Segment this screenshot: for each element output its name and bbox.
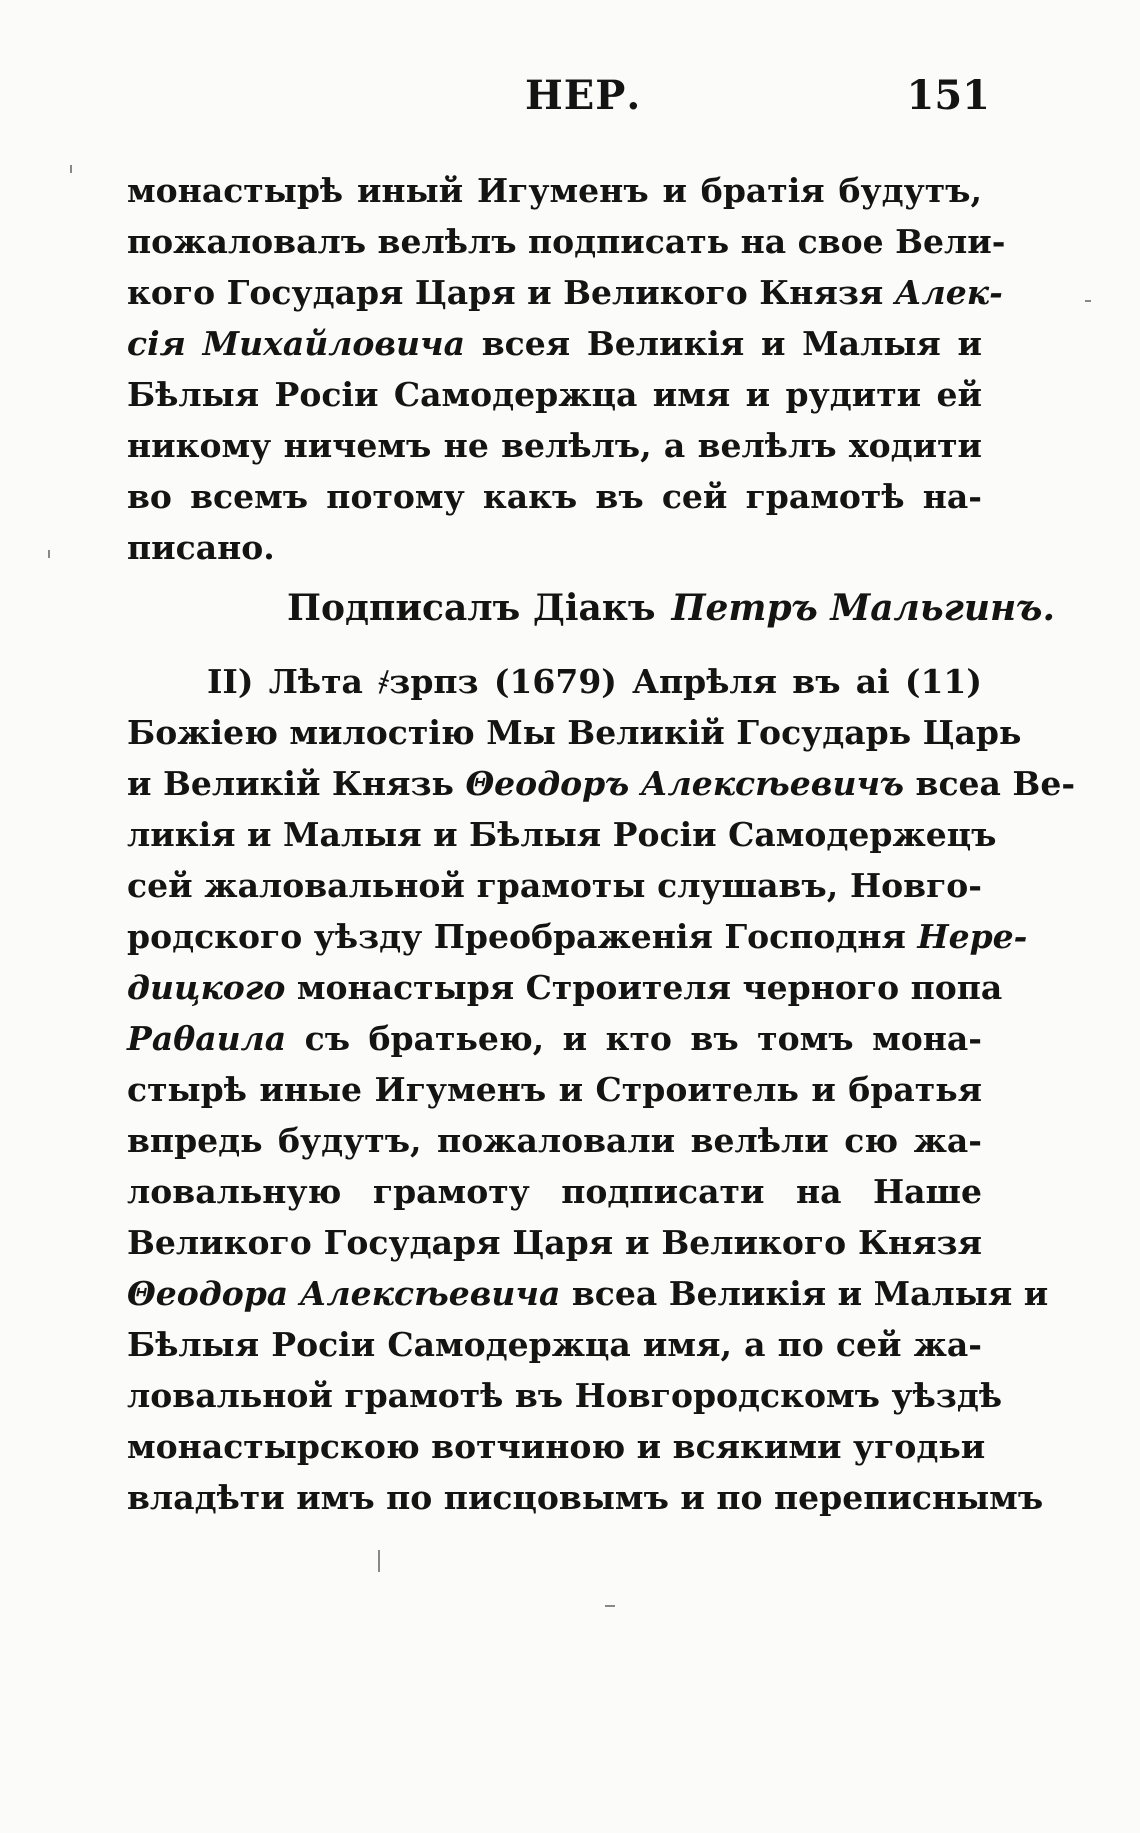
text-line	[127, 1064, 982, 1115]
text-segment: монастырѣ иный Игуменъ и братія будутъ,	[127, 171, 982, 210]
text-line	[127, 369, 982, 420]
text-line	[127, 216, 1006, 267]
line-content	[127, 267, 1003, 318]
text-segment: съ братьею, и кто въ томъ мона-	[286, 1019, 982, 1058]
text-line	[127, 1013, 982, 1064]
line-content	[127, 1268, 1048, 1319]
text-line	[127, 1166, 982, 1217]
text-segment: Подписалъ Діакъ	[287, 587, 656, 629]
text-segment: всея Великія и Малыя и	[465, 324, 982, 363]
text-segment: ловальную грамоту подписати на Наше	[127, 1172, 982, 1211]
text-segment: сей жаловальной грамоты слушавъ, Новго-	[127, 866, 982, 905]
scan-speck	[70, 165, 72, 173]
text-segment: родского уѣзду Преображенія Господня	[127, 917, 918, 956]
line-content	[127, 707, 1021, 758]
italic-name: Θеодора Алексѣевича	[127, 1274, 561, 1313]
line-content	[127, 1421, 985, 1472]
line-content	[127, 1319, 982, 1370]
text-segment: ликія и Малыя и Бѣлыя Росіи Самодержецъ	[127, 815, 997, 854]
line-content	[127, 1370, 1002, 1421]
text-line	[127, 583, 1056, 634]
text-segment: ловальной грамотѣ въ Новгородскомъ уѣздѣ	[127, 1376, 1003, 1415]
text-segment: писано.	[127, 528, 275, 567]
line-content	[207, 656, 982, 707]
text-line	[127, 267, 1003, 318]
text-line	[127, 962, 1003, 1013]
text-line	[127, 707, 1022, 758]
text-line	[127, 165, 982, 216]
scan-speck	[378, 1550, 380, 1572]
line-content	[127, 860, 982, 911]
text-line	[127, 758, 1076, 809]
text-segment: II) Лѣта ҂зрпз (1679) Апрѣля въ аі (11)	[207, 662, 982, 701]
text-line	[127, 471, 982, 522]
line-content	[287, 583, 1055, 634]
text-segment: стырѣ иные Игуменъ и Строитель и братья	[127, 1070, 982, 1109]
italic-name: сія Михайловича	[127, 324, 465, 363]
line-content	[127, 1013, 982, 1064]
text-line	[127, 522, 982, 573]
page-number: 151	[906, 72, 990, 119]
text-line	[127, 656, 982, 707]
text-line	[127, 1217, 982, 1268]
italic-name: Θеодоръ Алексѣевичъ	[465, 764, 905, 803]
text-line	[127, 1268, 1049, 1319]
line-content	[127, 318, 982, 369]
line-content	[127, 165, 982, 216]
scan-speck	[605, 1605, 615, 1607]
text-segment: пожаловалъ велѣлъ подписать на свое Вели-	[127, 222, 1006, 261]
italic-name: дицкого	[127, 968, 286, 1007]
line-content	[127, 1217, 982, 1268]
line-content	[127, 1115, 982, 1166]
line-content	[127, 1472, 1043, 1523]
text-line	[127, 1472, 1044, 1523]
text-segment: монастырскою вотчиною и всякими угодьи	[127, 1427, 986, 1466]
page-header	[0, 72, 1140, 132]
line-content	[127, 758, 1075, 809]
text-line	[127, 1115, 982, 1166]
line-content	[127, 420, 982, 471]
text-segment: Бѣлыя Росіи Самодержца имя и рудити ей	[127, 375, 982, 414]
line-content	[127, 216, 1005, 267]
text-line	[127, 1370, 1003, 1421]
line-content	[127, 522, 275, 573]
text-segment: всеа Великія и Малыя и	[560, 1274, 1049, 1313]
text-segment: монастыря Строителя черного попа	[285, 968, 1003, 1007]
text-segment: Бѣлыя Росіи Самодержца имя, а по сей жа-	[127, 1325, 982, 1364]
line-content	[127, 962, 1002, 1013]
italic-name: Петръ Мальгинъ.	[671, 587, 1056, 629]
line-content	[127, 1064, 982, 1115]
text-segment: владѣти имъ по писцовымъ и по переписнымъ	[127, 1478, 1044, 1517]
italic-name: Алек-	[894, 273, 1003, 312]
text-line	[127, 420, 982, 471]
text-segment: во всемъ потому какъ въ сей грамотѣ на-	[127, 477, 982, 516]
scan-speck	[48, 550, 50, 558]
line-content	[127, 809, 996, 860]
text-segment: Божіею милостію Мы Великій Государь Царь	[127, 713, 1022, 752]
line-content	[127, 1166, 982, 1217]
italic-name: Нере-	[917, 917, 1028, 956]
scan-speck	[1085, 300, 1091, 302]
text-segment: Великого Государя Царя и Великого Князя	[127, 1223, 982, 1262]
line-content	[127, 471, 982, 522]
text-segment: и Великій Князь	[127, 764, 466, 803]
line-content	[127, 911, 1027, 962]
text-line	[127, 860, 982, 911]
text-line	[127, 1319, 982, 1370]
text-line	[127, 318, 982, 369]
body-text	[127, 165, 1076, 1523]
italic-name: Раθаила	[127, 1019, 287, 1058]
running-head: НЕР.	[525, 72, 642, 119]
text-segment: впредь будутъ, пожаловали велѣли сю жа-	[127, 1121, 982, 1160]
text-line	[127, 1421, 986, 1472]
text-segment: никому ничемъ не велѣлъ, а велѣлъ ходити	[127, 426, 982, 465]
text-segment: всеа Ве-	[904, 764, 1076, 803]
text-segment: кого Государя Царя и Великого Князя	[127, 273, 895, 312]
text-line	[127, 911, 1028, 962]
line-content	[127, 369, 982, 420]
text-line	[127, 809, 997, 860]
